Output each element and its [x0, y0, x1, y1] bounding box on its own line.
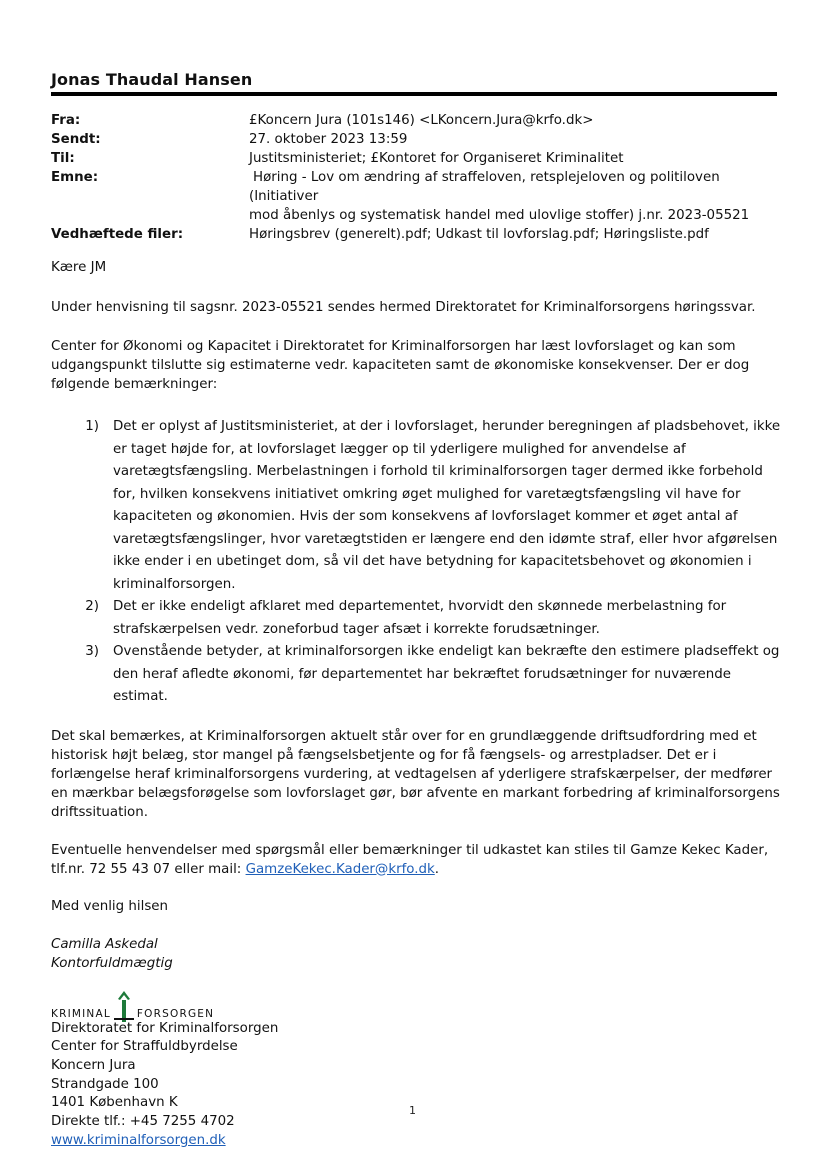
attachments-value[interactable]: Høringsbrev (generelt).pdf; Udkast til lovforslag.pdf; Høringsliste.pdf — [249, 227, 709, 242]
from-value: £Koncern Jura (101s146) <LKoncern.Jura@krfo.dk> — [249, 113, 594, 128]
list-item-number: 1) — [85, 419, 99, 434]
from-label: Fra: — [51, 113, 81, 128]
logo-word-left: KRIMINAL — [51, 1007, 111, 1020]
mailbox-owner: Jonas Thaudal Hansen — [51, 70, 253, 89]
to-value: Justitsministeriet; £Kontoret for Organiseret Kriminalitet — [249, 151, 624, 166]
email-body — [51, 258, 781, 1150]
contact-end: . — [434, 861, 440, 877]
capacity-paragraph: Det skal bemærkes, at Kriminalforsorgen aktuelt står over for en grundlæggende driftsudfordring med et historisk højt belæg, stor mangel på fængselsbetjente og for få fængsels- og arrestpladser. Det er i forlængelse heraf kriminalforsorgens vurdering, at vedtagelsen af yderligere strafskærpelser, der medfører en mærkbar belægsforøgelse som lovforslaget gør, bør afvente en markant forbedring af kriminalforsorgens driftssituation. — [51, 728, 780, 820]
header-from-row — [51, 111, 777, 130]
signer-title: Kontorfuldmægtig — [51, 955, 173, 971]
header-to-row — [51, 149, 777, 168]
sent-value: 27. oktober 2023 13:59 — [249, 132, 408, 147]
list-item-text: Det er oplyst af Justitsministeriet, at der i lovforslaget, herunder beregningen af pladsbehovet, ikke er taget højde for, at lovforslaget lægger op til yderligere mulighed for anvendelse af varetægtsfængsling. Merbelastningen i forhold til kriminalforsorgen tager dermed ikke forbehold for, hvilken konsekvens initiativet omkring øget mulighed for varetægtsfængsling vil have for kapaciteten og økonomien. Hvis der som konsekvens af lovforslaget kommer et øget antal af varetægtsfængslinger, hvor varetægtstiden er længere end den idømte straf, eller hvor afgørelsen ikke ender i en ubetinget dom, så vil det have betydning for kapacitetsbehovet og økonomien i kriminalforsorgen. — [113, 419, 781, 592]
list-item-text: Ovenstående betyder, at kriminalforsorgen ikke endeligt kan bekræfte den estimere pladseffekt og den heraf afledte økonomi, før departementet har bekræftet forudsætninger for nuværende estimat. — [113, 644, 780, 704]
address-line: Strandgade 100 — [51, 1076, 159, 1092]
kriminalforsorgen-logo — [51, 986, 781, 1020]
header-rule — [51, 92, 777, 96]
address-line: Direktoratet for Kriminalforsorgen — [51, 1020, 279, 1036]
list-item — [51, 596, 781, 641]
list-item-text: Det er ikke endeligt afklaret med departementet, hvorvidt den skønnede merbelastning for strafskærpelsen vedr. zoneforbud tager afsæt i korrekte forudsætninger. — [113, 599, 727, 637]
sent-label: Sendt: — [51, 132, 101, 147]
closing-greeting: Med venlig hilsen — [51, 898, 169, 914]
logo-word-right: FORSORGEN — [136, 1007, 215, 1020]
center-paragraph: Center for Økonomi og Kapacitet i Direktoratet for Kriminalforsorgen har læst lovforslaget og kan som udgangspunkt tilslutte sig estimaterne vedr. kapaciteten samt de økonomiske konsekvenser. Der er dog følgende bemærkninger: — [51, 339, 750, 392]
header-sent-row — [51, 130, 777, 149]
address-line: 1401 København K — [51, 1095, 178, 1111]
list-item — [51, 641, 781, 709]
address-line: Koncern Jura — [51, 1057, 136, 1073]
salutation: Kære JM — [51, 260, 107, 275]
attachments-label: Vedhæftede filer: — [51, 227, 184, 242]
address-line: Direkte tlf.: +45 7255 4702 — [51, 1114, 235, 1130]
signature-address — [51, 1020, 781, 1151]
subject-line-2: mod åbenlys og systematisk handel med ulovlige stoffer) j.nr. 2023-05521 — [249, 208, 750, 223]
list-item-number: 3) — [85, 644, 99, 659]
remarks-list — [51, 416, 781, 709]
subject-line-1: Høring - Lov om ændring af straffeloven, retsplejeloven og politiloven (Initiativer — [249, 170, 720, 204]
email-page — [51, 0, 781, 1169]
contact-text: Eventuelle henvendelser med spørgsmål eller bemærkninger til udkastet kan stiles til Gamze Kekec Kader, tlf.nr. 72 55 43 07 eller mail: — [51, 842, 769, 877]
reference-paragraph: Under henvisning til sagsnr. 2023-05521 sendes hermed Direktoratet for Kriminalforsorgens høringssvar. — [51, 300, 756, 315]
email-header — [51, 111, 777, 244]
header-attachments-row — [51, 225, 777, 244]
website-link[interactable]: www.kriminalforsorgen.dk — [51, 1132, 226, 1148]
contact-paragraph — [51, 841, 781, 879]
subject-value — [249, 168, 777, 225]
subject-label: Emne: — [51, 170, 99, 185]
signer-name: Camilla Askedal — [51, 936, 158, 952]
logo-figure-icon — [113, 990, 135, 1022]
list-item-number: 2) — [85, 599, 99, 614]
address-line: Center for Straffuldbyrdelse — [51, 1039, 238, 1055]
page-number: 1 — [409, 1104, 416, 1117]
header-subject-row — [51, 168, 777, 225]
to-label: Til: — [51, 151, 75, 166]
contact-email-link[interactable]: GamzeKekec.Kader@krfo.dk — [245, 861, 435, 877]
list-item — [51, 416, 781, 596]
